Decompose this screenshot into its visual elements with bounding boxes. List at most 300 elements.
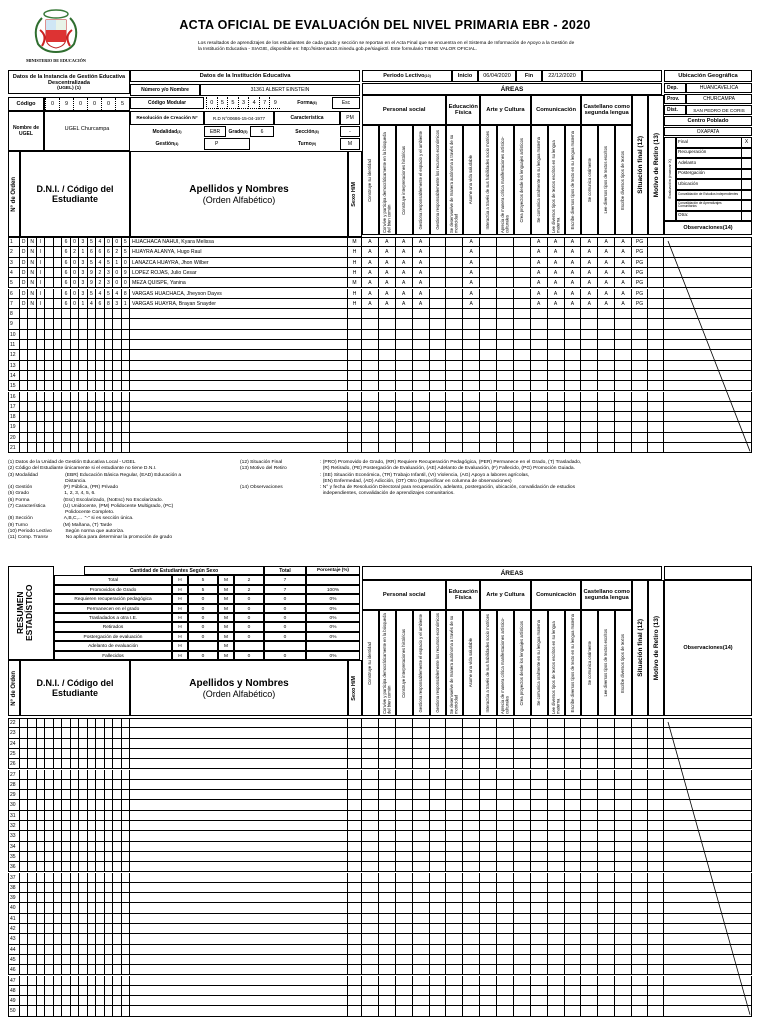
grade-cell bbox=[362, 392, 379, 402]
grade-cell bbox=[480, 821, 497, 831]
resumen-cell: Retirados bbox=[54, 622, 172, 631]
grade-cell bbox=[446, 770, 463, 780]
dni-cell bbox=[45, 309, 53, 319]
competency-label: Lee diversos tipos de textos escritos en su lengua materna bbox=[550, 140, 561, 233]
grade-cell bbox=[480, 903, 497, 913]
grade-cell bbox=[480, 986, 497, 996]
grade-cell bbox=[362, 361, 379, 371]
table-row bbox=[8, 986, 752, 996]
grade-cell bbox=[514, 433, 531, 443]
motivo-cell bbox=[648, 831, 664, 841]
table-row bbox=[8, 728, 752, 738]
dni-cell bbox=[96, 893, 104, 903]
competency-label: Escribe diversos tipos de textos bbox=[620, 150, 626, 210]
row-number: 2 bbox=[8, 247, 20, 257]
dni-cell bbox=[96, 759, 104, 769]
grade-cell bbox=[413, 986, 430, 996]
student-sex: H bbox=[348, 247, 362, 257]
ie-mod-digit: 7 bbox=[259, 97, 270, 109]
grade-cell bbox=[430, 402, 447, 412]
resumen-cell: Permanecen en el grado bbox=[54, 604, 172, 613]
row-number: 47 bbox=[8, 976, 20, 986]
situacion-cell bbox=[632, 330, 648, 340]
grade-cell bbox=[565, 924, 582, 934]
resumen-cell: M bbox=[218, 632, 234, 641]
grade-cell bbox=[463, 934, 480, 944]
dni-cell bbox=[20, 842, 28, 852]
grade-cell bbox=[379, 759, 396, 769]
grade-cell bbox=[565, 718, 582, 728]
dni-cell bbox=[88, 1006, 96, 1016]
grade-cell bbox=[379, 350, 396, 360]
dni-cell bbox=[122, 934, 130, 944]
grade-cell bbox=[497, 739, 514, 749]
eval-label: Evaluación (marcar X) bbox=[664, 137, 676, 221]
grade-cell bbox=[480, 278, 497, 288]
dni-cell bbox=[62, 749, 70, 759]
ugel-name-label: Nombre de UGEL bbox=[8, 111, 44, 151]
grade-cell: A bbox=[598, 247, 615, 257]
dni-cell bbox=[113, 903, 121, 913]
dni-cell bbox=[71, 728, 79, 738]
competency-header bbox=[565, 610, 582, 716]
grade-cell bbox=[565, 800, 582, 810]
grade-cell bbox=[514, 811, 531, 821]
grade-cell bbox=[362, 309, 379, 319]
dni-cell bbox=[45, 800, 53, 810]
motivo-cell bbox=[648, 330, 664, 340]
dni-cell bbox=[88, 790, 96, 800]
grade-cell bbox=[581, 350, 598, 360]
dni-cell bbox=[54, 422, 62, 432]
grade-cell bbox=[463, 433, 480, 443]
grade-cell bbox=[581, 759, 598, 769]
dni-cell bbox=[71, 862, 79, 872]
grade-cell bbox=[480, 443, 497, 453]
grade-cell bbox=[514, 873, 531, 883]
grade-cell bbox=[548, 392, 565, 402]
grade-cell bbox=[615, 831, 632, 841]
resumen-cell: 100% bbox=[306, 585, 360, 594]
dni-cell bbox=[45, 893, 53, 903]
grade-cell bbox=[480, 247, 497, 257]
grade-cell bbox=[362, 934, 379, 944]
grade-cell bbox=[362, 381, 379, 391]
dni-cell bbox=[96, 340, 104, 350]
grade-cell bbox=[531, 749, 548, 759]
dni-cell bbox=[54, 237, 62, 247]
grade-cell bbox=[598, 759, 615, 769]
grade-cell bbox=[362, 350, 379, 360]
grade-cell bbox=[379, 433, 396, 443]
grade-cell bbox=[480, 945, 497, 955]
grade-cell bbox=[362, 422, 379, 432]
grade-cell bbox=[396, 728, 413, 738]
grade-cell bbox=[598, 402, 615, 412]
grade-cell bbox=[362, 780, 379, 790]
row-number: 20 bbox=[8, 433, 20, 443]
dni-cell bbox=[45, 1006, 53, 1016]
grade-cell bbox=[548, 759, 565, 769]
ubicacion-title: Ubicación Geográfica bbox=[664, 70, 752, 82]
grade-cell: A bbox=[548, 247, 565, 257]
student-name bbox=[130, 965, 348, 975]
grade-cell: A bbox=[379, 247, 396, 257]
dni-cell bbox=[54, 893, 62, 903]
dni-cell bbox=[37, 381, 45, 391]
dni-cell bbox=[113, 955, 121, 965]
dni-cell bbox=[37, 821, 45, 831]
area-header: Educación Física bbox=[446, 580, 480, 610]
row-number: 44 bbox=[8, 945, 20, 955]
grade-cell bbox=[514, 893, 531, 903]
dni-cell bbox=[62, 800, 70, 810]
grade-cell bbox=[581, 800, 598, 810]
dni-cell bbox=[28, 739, 36, 749]
dni-cell bbox=[113, 821, 121, 831]
grade-cell bbox=[362, 914, 379, 924]
grade-cell bbox=[446, 422, 463, 432]
dni-cell bbox=[28, 412, 36, 422]
student-name bbox=[130, 934, 348, 944]
motivo-cell bbox=[648, 749, 664, 759]
grade-cell bbox=[362, 996, 379, 1006]
situacion-cell bbox=[632, 852, 648, 862]
grade-cell bbox=[581, 903, 598, 913]
dni-cell bbox=[71, 371, 79, 381]
dni-cell bbox=[88, 986, 96, 996]
grade-cell bbox=[463, 821, 480, 831]
dni-cell bbox=[54, 903, 62, 913]
dni-cell bbox=[54, 443, 62, 453]
grade-cell bbox=[480, 340, 497, 350]
table-row bbox=[8, 790, 752, 800]
dni-cell: 0 bbox=[113, 268, 121, 278]
row-number: 42 bbox=[8, 924, 20, 934]
ie-seccion-label: Sección (8) bbox=[295, 128, 319, 135]
table-row bbox=[8, 955, 752, 965]
grade-cell bbox=[565, 422, 582, 432]
grade-cell bbox=[396, 831, 413, 841]
dni-cell bbox=[20, 986, 28, 996]
grade-cell bbox=[480, 883, 497, 893]
dni-cell bbox=[45, 433, 53, 443]
resumen-cell: 0 bbox=[188, 651, 218, 660]
grade-cell bbox=[531, 934, 548, 944]
periodo-spacer bbox=[582, 70, 662, 82]
dni-cell bbox=[79, 965, 87, 975]
grade-cell bbox=[413, 718, 430, 728]
row-number: 35 bbox=[8, 852, 20, 862]
grade-cell bbox=[615, 883, 632, 893]
dni-cell bbox=[45, 759, 53, 769]
grade-cell bbox=[514, 934, 531, 944]
dni-cell bbox=[113, 811, 121, 821]
grade-cell bbox=[430, 361, 447, 371]
table-row bbox=[8, 831, 752, 841]
grade-cell bbox=[615, 873, 632, 883]
grade-cell bbox=[480, 350, 497, 360]
dni-cell bbox=[37, 811, 45, 821]
grade-cell bbox=[497, 873, 514, 883]
grade-cell bbox=[446, 381, 463, 391]
situacion-cell bbox=[632, 945, 648, 955]
eval-option-row bbox=[676, 137, 752, 148]
row-number: 16 bbox=[8, 392, 20, 402]
dni-cell: 0 bbox=[71, 258, 79, 268]
grade-cell bbox=[531, 965, 548, 975]
resumen-cell: 0% bbox=[306, 613, 360, 622]
student-name bbox=[130, 412, 348, 422]
grade-cell: A bbox=[413, 268, 430, 278]
dni-cell bbox=[79, 893, 87, 903]
dni-cell bbox=[28, 392, 36, 402]
grade-cell bbox=[463, 381, 480, 391]
dni-cell bbox=[71, 402, 79, 412]
table-row bbox=[8, 749, 752, 759]
dni-cell bbox=[62, 1006, 70, 1016]
area-header: Comunicación bbox=[531, 580, 582, 610]
grade-cell bbox=[413, 934, 430, 944]
dni-cell: N bbox=[28, 289, 36, 299]
student-sex bbox=[348, 862, 362, 872]
grade-cell bbox=[497, 842, 514, 852]
area-header: Arte y Cultura bbox=[480, 580, 531, 610]
dni-cell bbox=[54, 780, 62, 790]
grade-cell bbox=[446, 821, 463, 831]
grade-cell: A bbox=[531, 258, 548, 268]
dni-cell bbox=[88, 412, 96, 422]
grade-cell bbox=[396, 842, 413, 852]
dni-cell bbox=[113, 965, 121, 975]
dni-cell bbox=[113, 831, 121, 841]
table-row bbox=[8, 718, 752, 728]
dni-cell bbox=[105, 965, 113, 975]
grade-cell bbox=[446, 258, 463, 268]
row-number: 10 bbox=[8, 330, 20, 340]
ie-mod-digit: 5 bbox=[217, 97, 228, 109]
grade-cell bbox=[463, 340, 480, 350]
grade-cell bbox=[548, 412, 565, 422]
resumen-cell: M bbox=[218, 604, 234, 613]
dni-cell bbox=[105, 350, 113, 360]
grade-cell bbox=[548, 739, 565, 749]
dni-cell bbox=[71, 749, 79, 759]
dni-cell bbox=[62, 381, 70, 391]
grade-cell bbox=[581, 780, 598, 790]
grade-cell bbox=[396, 780, 413, 790]
table-row bbox=[8, 924, 752, 934]
eval-options bbox=[676, 137, 752, 221]
grade-cell: A bbox=[548, 289, 565, 299]
grade-cell bbox=[379, 831, 396, 841]
dni-cell bbox=[79, 955, 87, 965]
row-number: 3 bbox=[8, 258, 20, 268]
dni-cell bbox=[37, 903, 45, 913]
dni-cell bbox=[122, 309, 130, 319]
student-name bbox=[130, 914, 348, 924]
grade-cell bbox=[430, 934, 447, 944]
dni-cell bbox=[96, 800, 104, 810]
grade-cell bbox=[446, 893, 463, 903]
dni-cell bbox=[45, 299, 53, 309]
observaciones-label-2: Observaciones(14) bbox=[664, 580, 752, 716]
grade-cell bbox=[581, 790, 598, 800]
grade-cell bbox=[565, 955, 582, 965]
grade-cell: A bbox=[463, 268, 480, 278]
dni-cell bbox=[122, 402, 130, 412]
student-sex bbox=[348, 965, 362, 975]
grade-cell bbox=[598, 893, 615, 903]
resumen-cell: 0% bbox=[306, 632, 360, 641]
dni-cell bbox=[71, 790, 79, 800]
dni-cell bbox=[62, 965, 70, 975]
logo bbox=[18, 6, 94, 62]
grade-cell bbox=[396, 739, 413, 749]
inicio-date: 06/04/2020 bbox=[478, 70, 516, 82]
situacion-cell bbox=[632, 443, 648, 453]
grade-cell bbox=[581, 718, 598, 728]
dni-cell bbox=[105, 955, 113, 965]
dni-cell bbox=[113, 924, 121, 934]
grade-cell bbox=[598, 412, 615, 422]
grade-cell bbox=[463, 852, 480, 862]
dni-cell bbox=[79, 443, 87, 453]
motivo-cell bbox=[648, 986, 664, 996]
dni-cell: N bbox=[28, 247, 36, 257]
student-sex bbox=[348, 914, 362, 924]
dni-cell bbox=[71, 852, 79, 862]
grade-cell bbox=[396, 443, 413, 453]
dni-cell bbox=[62, 780, 70, 790]
dni-cell bbox=[71, 965, 79, 975]
grade-cell bbox=[598, 443, 615, 453]
dni-cell bbox=[54, 247, 62, 257]
grade-cell: A bbox=[463, 247, 480, 257]
dni-cell bbox=[105, 780, 113, 790]
grade-cell bbox=[615, 934, 632, 944]
grade-cell bbox=[615, 718, 632, 728]
dni-cell bbox=[88, 309, 96, 319]
grade-cell bbox=[463, 402, 480, 412]
dni-cell bbox=[62, 350, 70, 360]
dni-cell bbox=[88, 433, 96, 443]
grade-cell bbox=[514, 392, 531, 402]
motivo-cell bbox=[648, 873, 664, 883]
grade-cell bbox=[463, 361, 480, 371]
dni-cell bbox=[96, 986, 104, 996]
dni-cell bbox=[96, 728, 104, 738]
dni-cell bbox=[96, 914, 104, 924]
dni-cell bbox=[88, 862, 96, 872]
dni-cell bbox=[105, 422, 113, 432]
table-row bbox=[8, 350, 752, 360]
grade-cell bbox=[463, 759, 480, 769]
grade-cell: A bbox=[565, 268, 582, 278]
student-name bbox=[130, 433, 348, 443]
grade-cell: A bbox=[362, 237, 379, 247]
grade-cell bbox=[480, 893, 497, 903]
grade-cell bbox=[480, 873, 497, 883]
table-row bbox=[8, 996, 752, 1006]
grade-cell bbox=[615, 1006, 632, 1016]
dni-cell bbox=[62, 811, 70, 821]
student-name bbox=[130, 831, 348, 841]
grade-cell bbox=[396, 945, 413, 955]
grade-cell bbox=[480, 1006, 497, 1016]
grade-cell bbox=[531, 924, 548, 934]
diagonal-line bbox=[668, 722, 750, 1015]
grade-cell bbox=[615, 739, 632, 749]
grade-cell bbox=[497, 955, 514, 965]
resumen-total-label: Total bbox=[264, 566, 306, 575]
dni-cell bbox=[20, 422, 28, 432]
grade-cell bbox=[565, 412, 582, 422]
competency-label: Construye su identidad bbox=[367, 641, 373, 685]
dni-cell bbox=[88, 873, 96, 883]
cp-value: OXAPATA bbox=[664, 127, 752, 136]
student-sex bbox=[348, 422, 362, 432]
ie-mod-digit: 9 bbox=[269, 97, 280, 109]
competency-header bbox=[413, 610, 430, 716]
dni-cell bbox=[45, 945, 53, 955]
dni-cell: 6 bbox=[96, 247, 104, 257]
grade-cell: A bbox=[463, 299, 480, 309]
student-name bbox=[130, 402, 348, 412]
competency-label: Interactúa a través de sus habilidades socio motrices bbox=[485, 130, 491, 230]
student-sex bbox=[348, 924, 362, 934]
row-number: 15 bbox=[8, 381, 20, 391]
grade-cell bbox=[362, 852, 379, 862]
resumen-cell: 0 bbox=[264, 651, 306, 660]
grade-cell bbox=[581, 955, 598, 965]
competency-header bbox=[531, 610, 548, 716]
grade-cell bbox=[430, 924, 447, 934]
table-row bbox=[8, 780, 752, 790]
situacion-cell bbox=[632, 873, 648, 883]
dni-cell bbox=[54, 924, 62, 934]
dni-cell bbox=[20, 739, 28, 749]
student-name bbox=[130, 330, 348, 340]
dni-cell bbox=[113, 1006, 121, 1016]
grade-cell bbox=[514, 842, 531, 852]
row-number: 34 bbox=[8, 842, 20, 852]
situacion-cell: PG bbox=[632, 247, 648, 257]
grade-cell bbox=[548, 976, 565, 986]
dni-cell bbox=[79, 842, 87, 852]
dni-cell bbox=[37, 800, 45, 810]
dni-cell bbox=[45, 258, 53, 268]
resumen-cell: Adelanto de evaluación bbox=[54, 641, 172, 650]
grade-cell bbox=[362, 749, 379, 759]
grade-cell bbox=[413, 955, 430, 965]
dni-cell bbox=[37, 770, 45, 780]
dni-cell bbox=[88, 392, 96, 402]
grade-cell bbox=[531, 392, 548, 402]
grade-cell bbox=[514, 759, 531, 769]
dni-cell bbox=[96, 924, 104, 934]
grade-cell bbox=[531, 422, 548, 432]
dni-cell bbox=[71, 914, 79, 924]
grade-cell bbox=[413, 883, 430, 893]
grade-cell bbox=[379, 914, 396, 924]
grade-cell bbox=[514, 350, 531, 360]
motivo-label: Motivo de Retiro (13) bbox=[652, 132, 660, 198]
grade-cell: A bbox=[598, 299, 615, 309]
resumen-cell: 7 bbox=[264, 575, 306, 584]
dni-cell bbox=[88, 739, 96, 749]
student-sex bbox=[348, 986, 362, 996]
